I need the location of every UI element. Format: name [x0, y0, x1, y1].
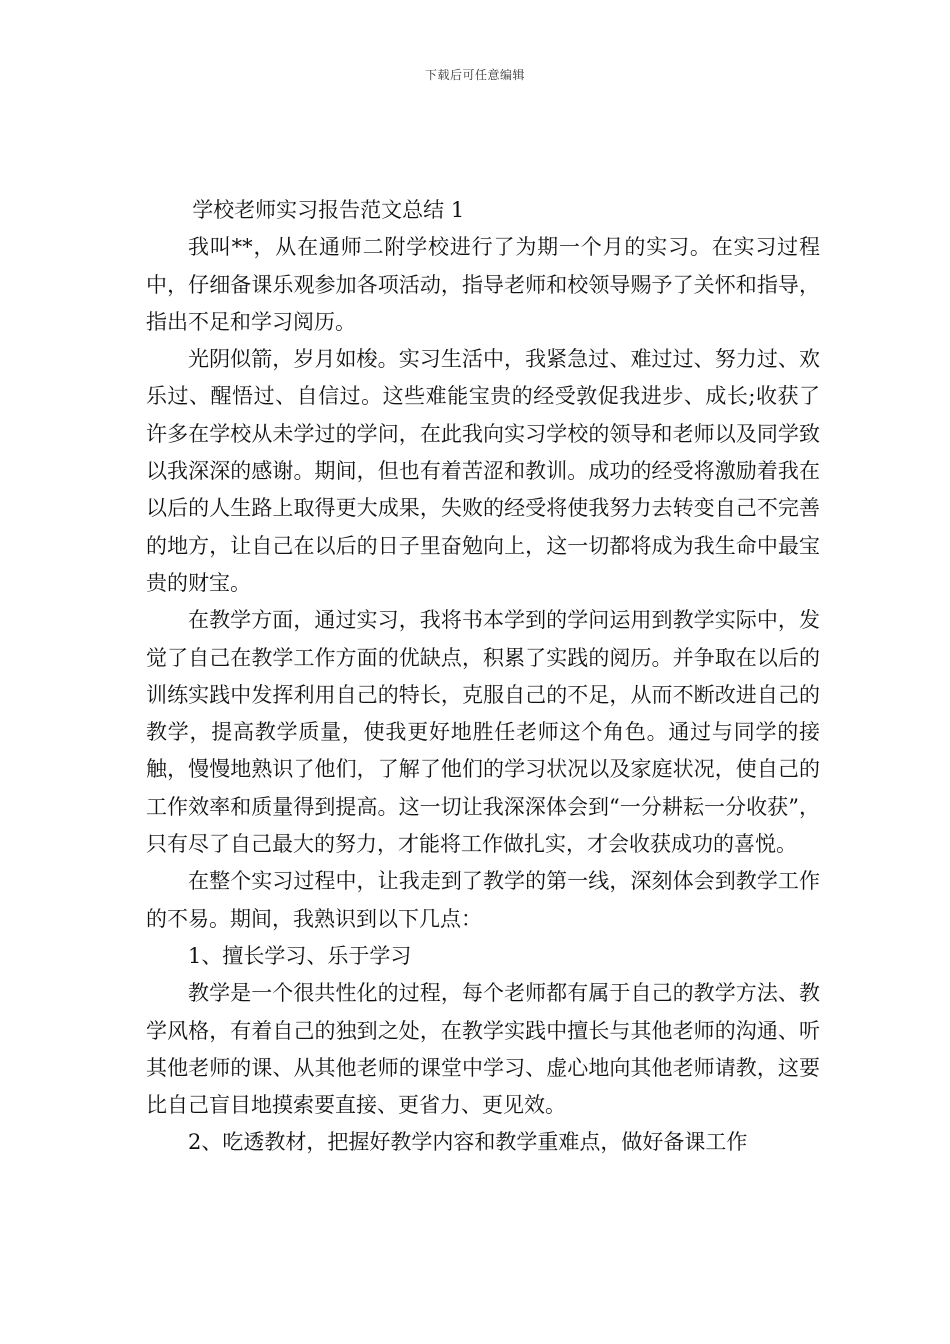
document-body — [146, 192, 820, 1162]
section-heading: 1、擅长学习、乐于学习 — [188, 943, 412, 968]
paragraph: 光阴似箭，岁月如梭。实习生活中，我紧急过、难过过、努力过、欢乐过、醒悟过、自信过。这些难能宝贵的经受敦促我进步、成长;收获了许多在学校从未学过的学问，在此我向实习学校的领导和老师以及同学致以我深深的感谢。期间，但也有着苦涩和教训。成功的经受将激励着我在以后的人生路上取得更大成果，失败的经受将使我努力去转变自己不完善的地方，让自己在以后的日子里奋勉向上，这一切都将成为我生命中最宝贵的财宝。 — [146, 347, 820, 595]
header-note: 下载后可任意编辑 — [424, 68, 525, 82]
section-heading: 2、吃透教材，把握好教学内容和教学重难点，做好备课工作 — [188, 1130, 748, 1155]
paragraph: 在整个实习过程中，让我走到了教学的第一线，深刻体会到教学工作的不易。期间，我熟识到以下几点： — [146, 869, 820, 931]
paragraph: 教学是一个很共性化的过程，每个老师都有属于自己的教学方法、教学风格，有着自己的独到之处，在教学实践中擅长与其他老师的沟通、听其他老师的课、从其他老师的课堂中学习、虚心地向其他老师请教，这要比自己盲目地摸索要直接、更省力、更见效。 — [146, 981, 820, 1118]
paragraph: 在教学方面，通过实习，我将书本学到的学问运用到教学实际中，发觉了自己在教学工作方面的优缺点，积累了实践的阅历。并争取在以后的训练实践中发挥利用自己的特长，克服自己的不足，从而不断改进自己的教学，提高教学质量，使我更好地胜任老师这个角色。通过与同学的接触，慢慢地熟识了他们，了解了他们的学习状况以及家庭状况，使自己的工作效率和质量得到提高。这一切让我深深体会到“一分耕耘一分收获”，只有尽了自己最大的努力，才能将工作做扎实，才会收获成功的喜悦。 — [146, 608, 820, 857]
paragraph: 我叫**，从在通师二附学校进行了为期一个月的实习。在实习过程中，仔细备课乐观参加各项活动，指导老师和校领导赐予了关怀和指导，指出不足和学习阅历。 — [146, 235, 820, 334]
document-title: 学校老师实习报告范文总结 1 — [192, 198, 465, 222]
